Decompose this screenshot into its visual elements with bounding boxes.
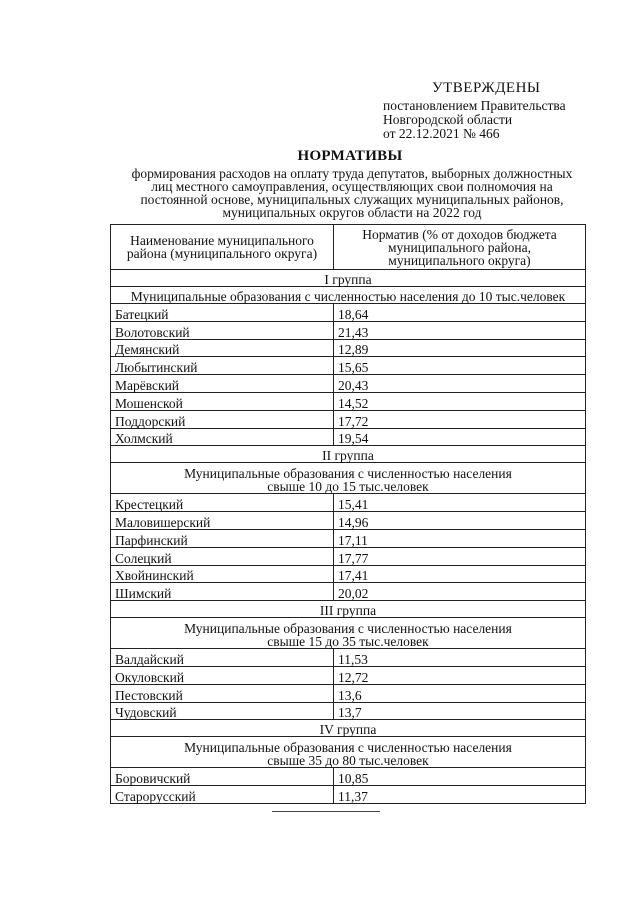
district-name: Поддорский <box>111 410 334 428</box>
norm-value: 12,89 <box>334 339 586 357</box>
district-name: Шимский <box>111 583 334 601</box>
document-title: НОРМАТИВЫ <box>297 148 403 164</box>
norm-value: 17,77 <box>334 547 586 565</box>
district-name: Валдайский <box>111 649 334 667</box>
header-line: муниципального округа) <box>388 252 531 268</box>
table-row <box>111 339 586 357</box>
group-description-line: Муниципальные образования с численностью населения до 10 тыс.человек <box>130 289 566 304</box>
group-description-row <box>111 618 586 649</box>
table-row <box>111 304 586 322</box>
norms-table <box>110 224 586 804</box>
group-description-row <box>111 737 586 768</box>
group-description <box>111 287 586 304</box>
norm-value: 20,02 <box>334 583 586 601</box>
subtitle-line: постоянной основе, муниципальных служащих муниципальных районов, <box>140 192 564 207</box>
table-row <box>111 684 586 702</box>
group-description-row <box>111 463 586 494</box>
group-header-row <box>111 720 586 737</box>
subtitle-line: лиц местного самоуправления, осуществляющих свои полномочия на <box>151 179 553 194</box>
district-name: Солецкий <box>111 547 334 565</box>
column-header-norm <box>334 225 586 270</box>
table-row <box>111 375 586 393</box>
district-name: Маловишерский <box>111 512 334 530</box>
column-header-district <box>111 225 334 270</box>
table-row <box>111 392 586 410</box>
district-name: Пестовский <box>111 684 334 702</box>
district-name: Чудовский <box>111 702 334 720</box>
bottom-divider <box>272 811 380 812</box>
district-name: Старорусский <box>111 786 334 804</box>
table-header-row <box>111 225 586 270</box>
table-row <box>111 768 586 786</box>
group-description-line: Муниципальные образования с численностью населения <box>184 740 512 756</box>
subtitle-line: муниципальных округов области на 2022 год <box>222 205 482 220</box>
group-header-row <box>111 270 586 287</box>
district-name: Любытинский <box>111 357 334 375</box>
norm-value: 15,65 <box>334 357 586 375</box>
district-name: Мошенской <box>111 392 334 410</box>
decree-line: постановлением Правительства <box>383 98 566 113</box>
norm-value: 17,11 <box>334 529 586 547</box>
table-row <box>111 786 586 804</box>
group-name: II группа <box>111 446 586 463</box>
district-name: Волотовский <box>111 321 334 339</box>
group-name: III группа <box>111 601 586 618</box>
norm-value: 21,43 <box>334 321 586 339</box>
group-description-line: свыше 10 до 15 тыс.человек <box>267 479 429 495</box>
group-name: I группа <box>111 270 586 287</box>
table-row <box>111 565 586 583</box>
group-name: IV группа <box>111 720 586 737</box>
norm-value: 17,72 <box>334 410 586 428</box>
norm-value: 11,37 <box>334 786 586 804</box>
table-row <box>111 529 586 547</box>
norm-value: 19,54 <box>334 428 586 446</box>
norm-value: 11,53 <box>334 649 586 667</box>
district-name: Батецкий <box>111 304 334 322</box>
table-row <box>111 321 586 339</box>
norm-value: 10,85 <box>334 768 586 786</box>
group-description-line: свыше 15 до 35 тыс.человек <box>267 634 429 650</box>
district-name: Крестецкий <box>111 494 334 512</box>
norm-value: 20,43 <box>334 375 586 393</box>
district-name: Хвойнинский <box>111 565 334 583</box>
district-name: Демянский <box>111 339 334 357</box>
norm-value: 18,64 <box>334 304 586 322</box>
group-description-line: Муниципальные образования с численностью населения <box>184 621 512 637</box>
group-header-row <box>111 601 586 618</box>
table-row <box>111 512 586 530</box>
table-row <box>111 410 586 428</box>
table-row <box>111 649 586 667</box>
decree-line: Новгородской области <box>383 112 513 127</box>
group-description-line: Муниципальные образования с численностью населения <box>184 466 512 482</box>
table-row <box>111 583 586 601</box>
norm-value: 12,72 <box>334 666 586 684</box>
norm-value: 14,96 <box>334 512 586 530</box>
subtitle-line: формирования расходов на оплату труда депутатов, выборных должностных <box>131 166 573 181</box>
document-subtitle <box>112 167 592 219</box>
decree-reference <box>383 99 566 141</box>
table-row <box>111 666 586 684</box>
table-row <box>111 547 586 565</box>
header-line: Наименование муниципального <box>130 233 314 248</box>
district-name: Боровичский <box>111 768 334 786</box>
group-header-row <box>111 446 586 463</box>
district-name: Марёвский <box>111 375 334 393</box>
decree-line: от 22.12.2021 № 466 <box>383 126 500 141</box>
table-row <box>111 494 586 512</box>
group-description <box>111 737 586 768</box>
norm-value: 17,41 <box>334 565 586 583</box>
norm-value: 15,41 <box>334 494 586 512</box>
district-name: Парфинский <box>111 529 334 547</box>
header-line: Норматив (% от доходов бюджета <box>362 226 557 242</box>
norm-value: 13,6 <box>334 684 586 702</box>
header-line: района (муниципального округа) <box>126 246 318 261</box>
norm-value: 13,7 <box>334 702 586 720</box>
group-description <box>111 463 586 494</box>
group-description <box>111 618 586 649</box>
district-name: Окуловский <box>111 666 334 684</box>
norm-value: 14,52 <box>334 392 586 410</box>
table-row <box>111 428 586 446</box>
approved-stamp: УТВЕРЖДЕНЫ <box>432 80 541 96</box>
header-line: муниципального района, <box>387 239 532 255</box>
table-row <box>111 702 586 720</box>
table-row <box>111 357 586 375</box>
group-description-row <box>111 287 586 304</box>
district-name: Холмский <box>111 428 334 446</box>
group-description-line: свыше 35 до 80 тыс.человек <box>267 753 429 769</box>
